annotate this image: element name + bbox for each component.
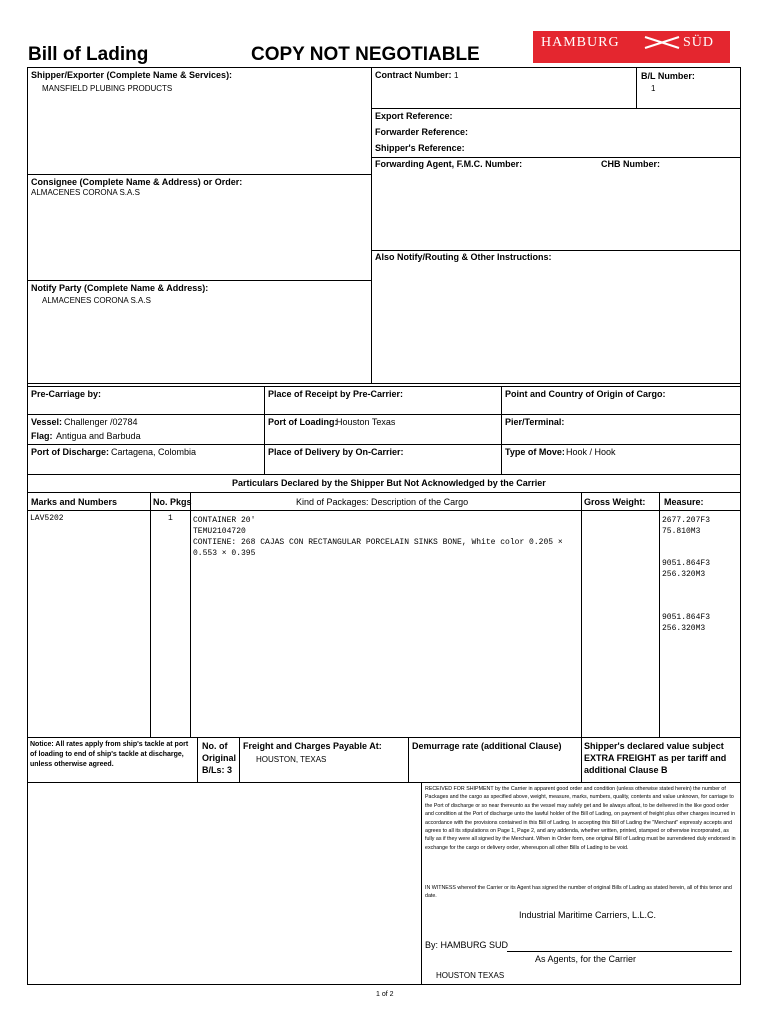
signature-line	[507, 951, 732, 952]
measure-f3: 2677.207F3	[662, 516, 711, 525]
pre-carriage-label: Pre-Carriage by:	[31, 389, 102, 399]
signing-city: HOUSTON TEXAS	[436, 971, 505, 980]
measure-f3: 9051.864F3	[662, 559, 711, 568]
measure-f3: 9051.864F3	[662, 613, 711, 622]
notify-routing-label: Also Notify/Routing & Other Instructions:	[375, 252, 552, 262]
page-number: 1 of 2	[376, 991, 394, 998]
logo-wave-icon	[643, 34, 683, 52]
port-loading-value: Houston Texas	[336, 417, 396, 427]
carrier-name: Industrial Maritime Carriers, L.L.C.	[519, 910, 657, 920]
description-line: CONTAINER 20'	[193, 516, 256, 525]
origin-label: Point and Country of Origin of Cargo:	[505, 389, 666, 399]
forwarder-reference-label: Forwarder Reference:	[375, 127, 469, 137]
declared-value-clause: Shipper's declared value subject EXTRA FREIGHT as per tariff and additional Clause B	[584, 741, 727, 775]
vessel-value: Challenger /02784	[64, 417, 138, 427]
description-line: 0.553 × 0.395	[193, 549, 256, 558]
bl-number-label: B/L Number:	[641, 71, 695, 81]
description-line: CONTIENE: 268 CAJAS CON RECTANGULAR PORCELAIN SINKS BONE, White color 0.205 ×	[193, 538, 563, 547]
measure-entry	[662, 558, 710, 580]
contract-number-label: Contract Number:	[375, 70, 452, 80]
originals-label-text: No. of Original B/Ls:	[202, 741, 237, 775]
forwarding-agent-label: Forwarding Agent, F.M.C. Number:	[375, 159, 523, 169]
originals-label	[202, 740, 238, 776]
measure-header: Measure:	[664, 497, 704, 507]
marks-header: Marks and Numbers	[31, 497, 118, 507]
port-discharge-value: Cartagena, Colombia	[111, 447, 197, 457]
type-of-move-label: Type of Move:	[505, 447, 565, 457]
export-reference-label: Export Reference:	[375, 111, 453, 121]
measure-entry	[662, 515, 710, 537]
measure-entry	[662, 612, 710, 634]
logo-text-right: SÜD	[683, 35, 715, 50]
pkgs-value: 1	[168, 514, 173, 523]
place-receipt-label: Place of Receipt by Pre-Carrier:	[268, 389, 404, 399]
demurrage-label: Demurrage rate (additional Clause)	[412, 741, 562, 751]
freight-payable-label: Freight and Charges Payable At:	[243, 741, 382, 751]
agents-label: As Agents, for the Carrier	[535, 954, 637, 964]
measure-m3: 75.810M3	[662, 527, 701, 536]
consignee-value: ALMACENES CORONA S.A.S	[31, 188, 140, 197]
pkgs-header: No. Pkgs	[153, 497, 192, 507]
hamburg-sud-logo	[533, 31, 730, 63]
shipper-value: MANSFIELD PLUBING PRODUCTS	[42, 84, 173, 93]
chb-number-label: CHB Number:	[601, 159, 661, 169]
witness-clause: IN WITNESS whereof the Carrier or its Agent has signed the number of original Bills of Lading as stated herein, all of this tenor and date.	[425, 885, 732, 900]
logo-text-left: HAMBURG	[541, 35, 620, 50]
notify-party-value: ALMACENES CORONA S.A.S	[42, 296, 151, 305]
cargo-description	[193, 515, 563, 559]
flag-label: Flag:	[31, 431, 53, 441]
bl-number-value: 1	[651, 84, 656, 93]
place-delivery-label: Place of Delivery by On-Carrier:	[268, 447, 404, 457]
port-discharge-label: Port of Discharge:	[31, 447, 110, 457]
port-loading-label: Port of Loading:	[268, 417, 338, 427]
originals-value: 3	[227, 765, 233, 775]
particulars-heading: Particulars Declared by the Shipper But Not Acknowledged by the Carrier	[232, 478, 546, 488]
shipper-label: Shipper/Exporter (Complete Name & Services):	[31, 70, 233, 80]
measure-m3: 256.320M3	[662, 570, 706, 579]
received-terms: RECEIVED FOR SHIPMENT by the Carrier in apparent good order and condition (unless otherwise stated herein) the number of Packages and the cargo as specified above, weight, measure, marks, numbers, quality, contents and value unknown, for carriage to the Port of discharge or so near thereunto as the vessel may safely get and lie always afloat, to be delivered in the like good order and condition at the Port of discharge unto the lawful holder of the Bill of Lading, on payment of freight plus other charges incurred in accordance with the provisions contained in this Bill of Lading. In accepting this Bill of Lading the "Merchant" expressly accepts and agrees to all its stipulations on Page 1, Page 2, and any addenda, whether written, printed, stamped or otherwise incorporated, as fully as if they were all signed by the Merchant. When in Order form, one original Bill of Lading must be surrendered duly endorsed in exchange for the cargo or delivery order, whereupon all other Bills of Lading to be void.	[425, 786, 736, 851]
pier-terminal-label: Pier/Terminal:	[505, 417, 565, 427]
flag-value: Antigua and Barbuda	[56, 431, 141, 441]
copy-status: COPY NOT NEGOTIABLE	[251, 44, 480, 65]
freight-payable-value: HOUSTON, TEXAS	[256, 755, 327, 764]
signed-by: By: HAMBURG SUD	[425, 940, 509, 950]
vessel-label: Vessel:	[31, 417, 63, 427]
type-of-move-value: Hook / Hook	[566, 447, 616, 457]
document-title: Bill of Lading	[28, 44, 149, 65]
description-line: TEMU2104720	[193, 527, 246, 536]
consignee-label: Consignee (Complete Name & Address) or Order:	[31, 177, 243, 187]
kind-header: Kind of Packages: Description of the Cargo	[296, 497, 469, 507]
gross-weight-header: Gross Weight:	[584, 497, 646, 507]
rates-notice: Notice: All rates apply from ship's tackle at port of loading to end of ship's tackle at discharge, unless otherwise agreed.	[30, 741, 189, 768]
shippers-reference-label: Shipper's Reference:	[375, 143, 465, 153]
measure-m3: 256.320M3	[662, 624, 706, 633]
marks-value: LAV5202	[30, 514, 64, 523]
contract-number-value: 1	[454, 71, 459, 80]
notify-party-label: Notify Party (Complete Name & Address):	[31, 283, 209, 293]
